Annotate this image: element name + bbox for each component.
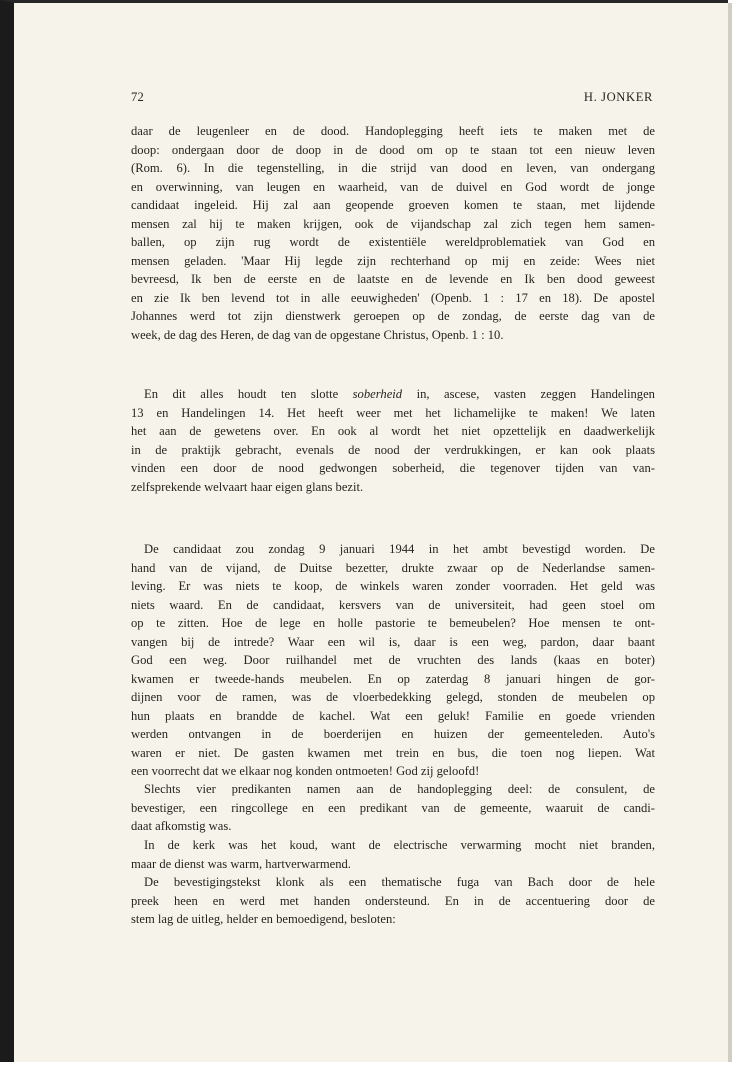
text-run: En dit alles houdt ten slotte (144, 387, 353, 401)
text-line: stem lag de uitleg, helder en bemoedigend, besloten: (131, 912, 396, 926)
text-line: hun plaats en brandde de kachel. Wat een geluk! Familie en goede vrienden (131, 708, 655, 723)
text-line: mensen zal hij te maken krijgen, ook de vijandschap zal zich tegen hem samen- (131, 216, 655, 231)
text-run: in, ascese, vasten zeggen Handelingen (402, 387, 655, 401)
paragraph-1 (131, 122, 655, 344)
running-title-author: H. JONKER (583, 90, 653, 104)
text-line: dijnen voor de ramen, was de vloerbedekking gelegd, stonden de meubelen op (131, 690, 655, 704)
text-line: God een weg. Door ruilhandel met de vruchten des lands (kaas en boter) (131, 653, 655, 667)
running-header (131, 90, 653, 105)
text-line: vinden een door de nood gedwongen soberheid, die tegenover tijden van van- (131, 461, 655, 475)
text-line: en zie Ik ben levend tot in alle eeuwigheden' (Openb. 1 : 17 en 18). De apostel (131, 290, 655, 305)
text-line: daat afkomstig was. (131, 819, 232, 833)
text-line: doop: ondergaan door de doop in de dood om op te staan tot een nieuw leven (131, 142, 655, 157)
text-line: Slechts vier predikanten namen aan de handoplegging deel: de consulent, de (144, 782, 655, 796)
text-line: waren er niet. De gasten kwamen met trein en bus, die toen nog liepen. Wat (131, 745, 655, 760)
text-line: De bevestigingstekst klonk als een thematische fuga van Bach door de hele (144, 875, 655, 889)
text-line: (Rom. 6). In die tegenstelling, in die strijd van dood en leven, van ondergang (131, 161, 655, 175)
text-line: een voorrecht dat we elkaar nog konden ontmoeten! God zij geloofd! (131, 764, 480, 778)
text-line: candidaat ingeleid. Hij zal aan geopende groeven komen te staan, met lijdende (131, 198, 655, 212)
text-line: op te zitten. Hoe de lege en holle pastorie te bemeubelen? Hoe mensen te ont- (131, 616, 655, 630)
text-line: maar de dienst was warm, hartverwarmend. (131, 856, 351, 871)
text-line: preek heen en werd met handen ondersteund. En in de accentuering door de (131, 893, 655, 908)
emphasis-soberheid: soberheid (352, 387, 403, 401)
text-line: het aan de gewetens over. En ook al wordt het niet opzettelijk en daadwerkelijk (131, 424, 655, 438)
text-line: hand van de vijand, de Duitse bezetter, drukte zwaar op de Nederlandse samen- (131, 560, 655, 575)
text-line: zelfsprekende welvaart haar eigen glans bezit. (131, 479, 364, 494)
text-line: bevestiger, een ringcollege en een predikant van de gemeente, waaruit de candi- (131, 800, 655, 815)
paragraph-4 (131, 780, 655, 836)
text-line: bevreesd, Ik ben de eerste en de laatste en de levende en Ik ben dood geweest (131, 272, 655, 286)
text-line: kwamen er tweede-hands meubelen. En op zaterdag 8 januari hingen de gor- (131, 671, 655, 686)
paragraph-5 (131, 836, 655, 873)
text-line: en overwinning, van leugen en waarheid, van de duivel en God wordt de jonge (131, 179, 655, 194)
text-line: mensen geladen. 'Maar Hij legde zijn rechterhand op mij en zeide: Wees niet (131, 253, 655, 268)
paragraph-6 (131, 873, 655, 929)
page-number: 72 (131, 90, 144, 104)
text-line: ballen, op zijn rug wordt de existentiële wereldproblematiek van God en (131, 235, 655, 249)
text-line: in de praktijk gebracht, evenals de nood der verdrukkingen, er kan ook plaats (131, 442, 655, 457)
paragraph-3 (131, 540, 655, 781)
text-line: 13 en Handelingen 14. Het heeft weer met het lichamelijke te maken! We laten (131, 405, 655, 420)
text-line: week, de dag des Heren, de dag van de opgestane Christus, Openb. 1 : 10. (131, 327, 504, 342)
text-line: leving. Er was niets te koop, de winkels waren zonder voorraden. Het geld was (131, 579, 655, 593)
text-line: daar de leugenleer en de dood. Handoplegging heeft iets te maken met de (131, 124, 655, 138)
text-line: werden ontvangen in de boerderijen en huizen der gemeenteleden. Auto's (131, 727, 655, 741)
text-line: In de kerk was het koud, want de electrische verwarming mocht niet branden, (144, 838, 655, 852)
text-line: niets waard. En de candidaat, kersvers van de universiteit, had geen stoel om (131, 597, 655, 612)
text-line: vangen bij de intrede? Waar een wil is, daar is een weg, pardon, daar baant (131, 634, 655, 649)
text-line: Johannes werd tot zijn dienstwerk geroepen op de zondag, de eerste dag van de (131, 309, 655, 323)
text-line: De candidaat zou zondag 9 januari 1944 in het ambt bevestigd worden. De (144, 542, 655, 556)
paragraph-2 (131, 385, 655, 496)
text-line (131, 385, 655, 404)
